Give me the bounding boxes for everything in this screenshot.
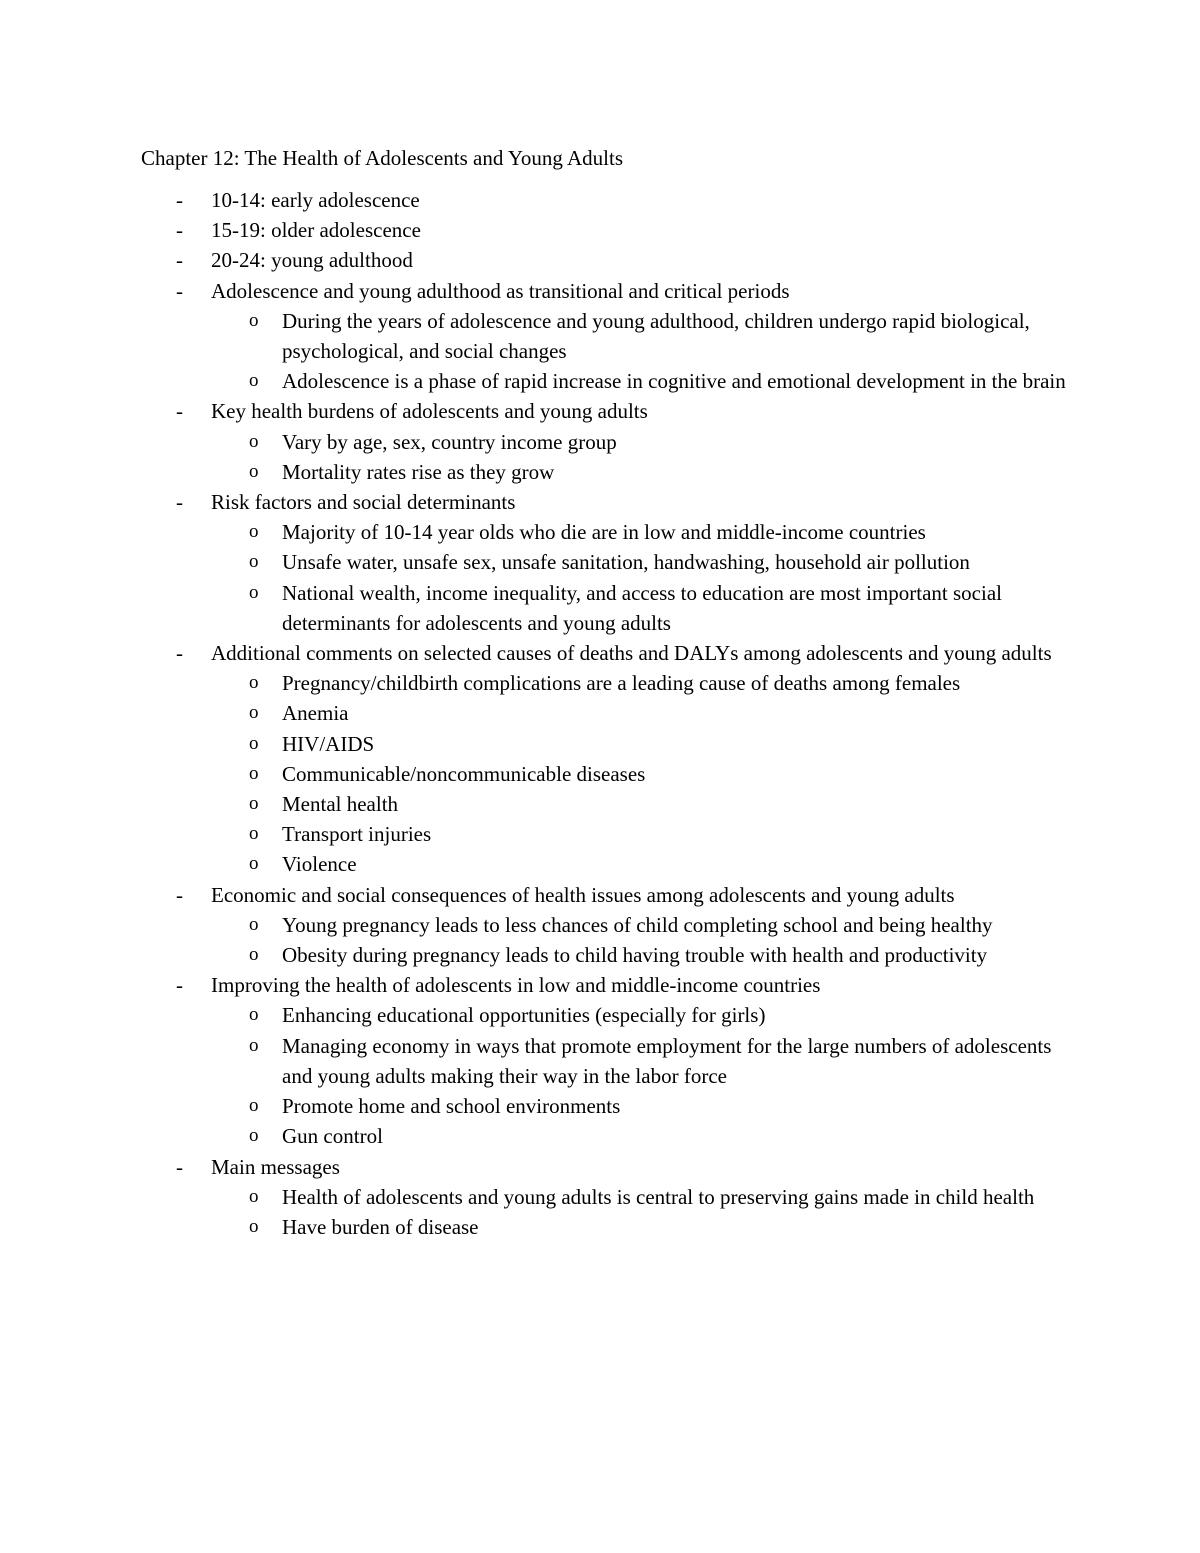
circle-bullet: o bbox=[249, 460, 259, 482]
circle-bullet: o bbox=[249, 762, 259, 784]
sub-list-item bbox=[0, 1182, 1200, 1212]
sub-list-item bbox=[0, 759, 1200, 789]
circle-bullet: o bbox=[249, 1095, 259, 1117]
circle-bullet: o bbox=[249, 1185, 259, 1207]
circle-bullet: o bbox=[249, 1125, 259, 1147]
sub-list-item-text: Have burden of disease bbox=[282, 1214, 479, 1239]
sub-list-item-text: Gun control bbox=[282, 1124, 383, 1149]
sub-list-item bbox=[0, 910, 1200, 940]
list-item-text: Economic and social consequences of health issues among adolescents and young adults bbox=[211, 882, 955, 907]
circle-bullet: o bbox=[249, 853, 259, 875]
sub-list-item bbox=[0, 668, 1200, 698]
list-item-text: 10-14: early adolescence bbox=[211, 188, 420, 212]
circle-bullet: o bbox=[249, 370, 259, 392]
list-item-text: Main messages bbox=[211, 1154, 340, 1179]
sub-list-item-text: Pregnancy/childbirth complications are a leading cause of deaths among females bbox=[282, 671, 961, 696]
list-item bbox=[0, 970, 1200, 1000]
sub-list-item-text: Mortality rates rise as they grow bbox=[282, 459, 555, 484]
sub-list-item-text: Promote home and school environments bbox=[282, 1094, 621, 1119]
dash-bullet: - bbox=[176, 399, 183, 424]
circle-bullet: o bbox=[249, 551, 259, 573]
sub-list-item bbox=[0, 306, 1200, 366]
sub-list-item bbox=[0, 1212, 1200, 1242]
circle-bullet: o bbox=[249, 309, 259, 331]
sub-list-item-text: National wealth, income inequality, and access to education are most important social determinants for adolescents and young adults bbox=[282, 580, 1002, 635]
circle-bullet: o bbox=[249, 913, 259, 935]
sub-list-item-text: Obesity during pregnancy leads to child having trouble with health and productivity bbox=[282, 943, 988, 968]
circle-bullet: o bbox=[249, 672, 259, 694]
sub-list-item bbox=[0, 427, 1200, 457]
sub-list-item-text: Health of adolescents and young adults is central to preserving gains made in child health bbox=[282, 1184, 1035, 1209]
circle-bullet: o bbox=[249, 1034, 259, 1056]
sub-list-item bbox=[0, 1121, 1200, 1151]
list-item bbox=[0, 638, 1200, 668]
sub-list-item bbox=[0, 547, 1200, 577]
sub-list-item bbox=[0, 819, 1200, 849]
circle-bullet: o bbox=[249, 1215, 259, 1237]
sub-list-item bbox=[0, 849, 1200, 879]
dash-bullet: - bbox=[176, 248, 183, 273]
list-item-text: Risk factors and social determinants bbox=[211, 490, 516, 515]
circle-bullet: o bbox=[249, 944, 259, 966]
sub-list-item bbox=[0, 1031, 1200, 1091]
sub-list-item-text: Anemia bbox=[282, 701, 349, 726]
sub-list-item bbox=[0, 457, 1200, 487]
circle-bullet: o bbox=[249, 1004, 259, 1026]
sub-list-item-text: Young pregnancy leads to less chances of child completing school and being healthy bbox=[282, 912, 993, 937]
sub-list-item-text: Violence bbox=[282, 852, 357, 877]
sub-list-item bbox=[0, 698, 1200, 728]
dash-bullet: - bbox=[176, 188, 183, 212]
dash-bullet: - bbox=[176, 1154, 183, 1179]
sub-list-item bbox=[0, 366, 1200, 396]
list-item-text: Additional comments on selected causes of deaths and DALYs among adolescents and young adults bbox=[211, 641, 1052, 666]
dash-bullet: - bbox=[176, 882, 183, 907]
sub-list-item-text: HIV/AIDS bbox=[282, 731, 375, 756]
list-item bbox=[0, 185, 1200, 215]
dash-bullet: - bbox=[176, 973, 183, 998]
list-item-text: Key health burdens of adolescents and young adults bbox=[211, 399, 648, 424]
sub-list-item bbox=[0, 517, 1200, 547]
sub-list-item-text: Unsafe water, unsafe sex, unsafe sanitation, handwashing, household air pollution bbox=[282, 550, 970, 575]
dash-bullet: - bbox=[176, 218, 183, 243]
list-item-text: 20-24: young adulthood bbox=[211, 248, 413, 273]
dash-bullet: - bbox=[176, 490, 183, 515]
sub-list-item bbox=[0, 940, 1200, 970]
sub-list-item-text: Transport injuries bbox=[282, 822, 432, 847]
document-title: Chapter 12: The Health of Adolescents and Young Adults bbox=[141, 146, 623, 170]
sub-list-item-text: Managing economy in ways that promote employment for the large numbers of adolescents and young adults making their way in the labor force bbox=[282, 1033, 1052, 1088]
list-item bbox=[0, 1152, 1200, 1182]
circle-bullet: o bbox=[249, 521, 259, 543]
list-item-text: Improving the health of adolescents in low and middle-income countries bbox=[211, 973, 821, 998]
sub-list-item bbox=[0, 578, 1200, 638]
dash-bullet: - bbox=[176, 641, 183, 666]
list-item bbox=[0, 487, 1200, 517]
sub-list-item bbox=[0, 729, 1200, 759]
list-item-text: Adolescence and young adulthood as transitional and critical periods bbox=[211, 278, 790, 303]
list-item-text: 15-19: older adolescence bbox=[211, 218, 421, 243]
circle-bullet: o bbox=[249, 732, 259, 754]
list-item bbox=[0, 880, 1200, 910]
circle-bullet: o bbox=[249, 793, 259, 815]
circle-bullet: o bbox=[249, 702, 259, 724]
sub-list-item bbox=[0, 789, 1200, 819]
circle-bullet: o bbox=[249, 581, 259, 603]
sub-list-item-text: Mental health bbox=[282, 792, 399, 817]
sub-list-item-text: Enhancing educational opportunities (especially for girls) bbox=[282, 1003, 766, 1028]
sub-list-item bbox=[0, 1091, 1200, 1121]
sub-list-item-text: During the years of adolescence and young adulthood, children undergo rapid biological, psychological, and social changes bbox=[282, 308, 1030, 364]
list-item bbox=[0, 245, 1200, 275]
sub-list-item bbox=[0, 1000, 1200, 1030]
sub-list-item-text: Majority of 10-14 year olds who die are in low and middle-income countries bbox=[282, 520, 926, 545]
sub-list-item-text: Communicable/noncommunicable diseases bbox=[282, 761, 646, 786]
list-item bbox=[0, 215, 1200, 245]
circle-bullet: o bbox=[249, 430, 259, 452]
sub-list-item-text: Adolescence is a phase of rapid increase in cognitive and emotional development in the brain bbox=[282, 369, 1066, 394]
list-item bbox=[0, 396, 1200, 426]
notes-list bbox=[0, 185, 1200, 1242]
circle-bullet: o bbox=[249, 823, 259, 845]
dash-bullet: - bbox=[176, 278, 183, 303]
sub-list-item-text: Vary by age, sex, country income group bbox=[282, 429, 617, 454]
list-item bbox=[0, 276, 1200, 306]
